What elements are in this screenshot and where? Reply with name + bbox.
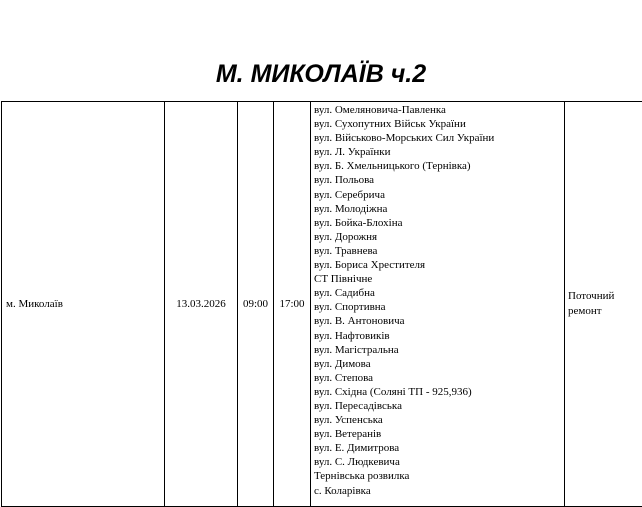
street-item: вул. Польова (314, 173, 564, 187)
street-item: вул. Бориса Хрестителя (314, 258, 564, 272)
street-item: вул. Степова (314, 371, 564, 385)
outage-schedule-table (1, 101, 642, 507)
street-item: вул. Омеляновича-Павленка (314, 103, 564, 117)
street-item: вул. Сухопутних Військ України (314, 117, 564, 131)
streets-list (314, 102, 564, 498)
street-item: вул. Пересадівська (314, 399, 564, 413)
street-item: вул. Димова (314, 357, 564, 371)
streets-cell (311, 102, 565, 507)
street-item: вул. Військово-Морських Сил України (314, 131, 564, 145)
street-item: Тернівська розвилка (314, 469, 564, 483)
street-item: вул. Е. Димитрова (314, 441, 564, 455)
street-item: вул. С. Людкевича (314, 455, 564, 469)
reason-text: Поточний ремонт (568, 289, 642, 319)
start-time-cell: 09:00 (238, 102, 274, 507)
street-item: вул. Л. Українки (314, 145, 564, 159)
street-item: СТ Північне (314, 272, 564, 286)
street-item: вул. Магістральна (314, 343, 564, 357)
street-item: вул. Дорожня (314, 230, 564, 244)
street-item: вул. Молодіжна (314, 202, 564, 216)
city-cell: м. Миколаїв (2, 102, 165, 507)
street-item: с. Коларівка (314, 484, 564, 498)
reason-cell (565, 102, 642, 507)
street-item: вул. Серебрича (314, 188, 564, 202)
street-item: вул. Б. Хмельницького (Тернівка) (314, 159, 564, 173)
date-cell: 13.03.2026 (165, 102, 238, 507)
street-item: вул. В. Антоновича (314, 314, 564, 328)
street-item: вул. Травнева (314, 244, 564, 258)
street-item: вул. Успенська (314, 413, 564, 427)
page-title: М. МИКОЛАЇВ ч.2 (0, 58, 642, 90)
street-item: вул. Спортивна (314, 300, 564, 314)
table-row (2, 102, 642, 507)
street-item: вул. Східна (Соляні ТП - 925,936) (314, 385, 564, 399)
end-time-cell: 17:00 (274, 102, 311, 507)
street-item: вул. Ветеранів (314, 427, 564, 441)
street-item: вул. Нафтовиків (314, 329, 564, 343)
street-item: вул. Садибна (314, 286, 564, 300)
street-item: вул. Бойка-Блохіна (314, 216, 564, 230)
